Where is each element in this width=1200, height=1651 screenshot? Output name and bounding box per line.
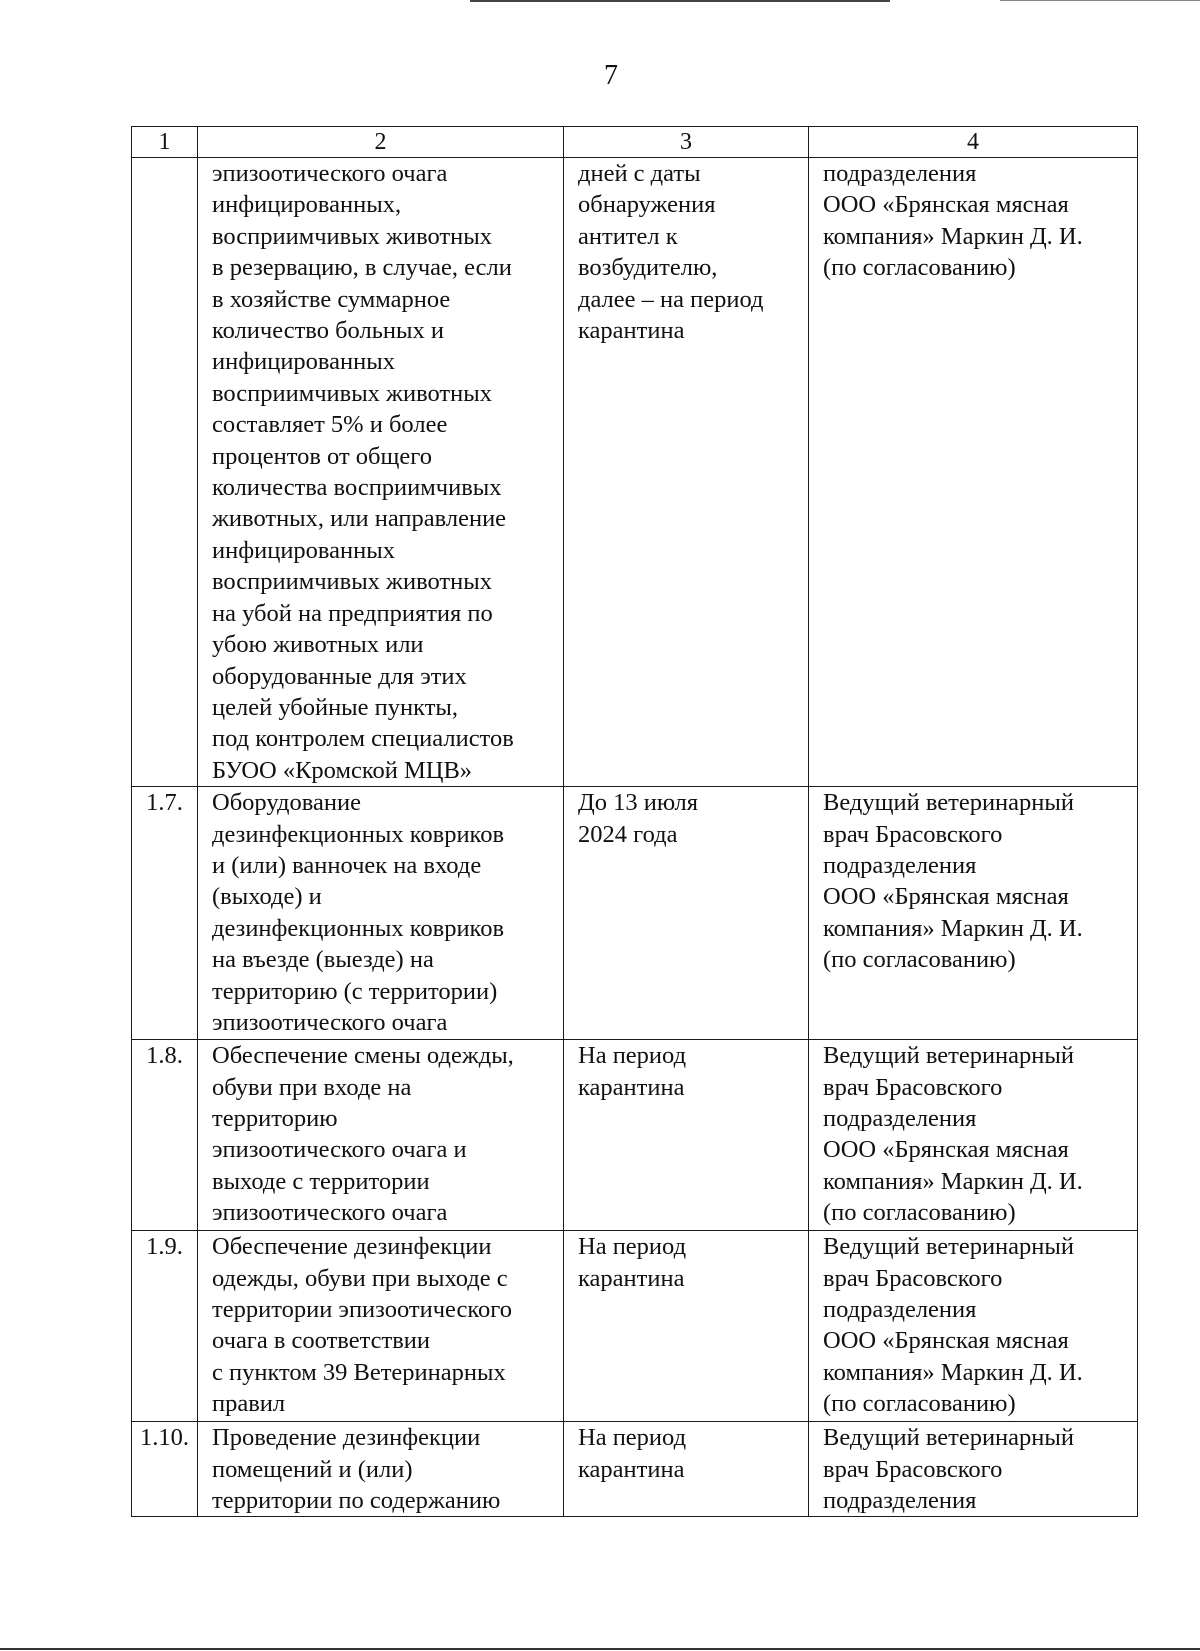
table-row	[132, 1422, 1138, 1517]
measure-cell: Обеспечение смены одежды, обуви при входе на территорию эпизоотического очага и выходе с территории эпизоотического очага	[198, 1040, 564, 1231]
page-number: 7	[604, 60, 618, 91]
row-number: 1.10.	[132, 1422, 198, 1517]
column-header-2: 2	[198, 127, 564, 158]
deadline-cell: На период карантина	[564, 1040, 809, 1231]
table-row	[132, 787, 1138, 1040]
responsible-cell: Ведущий ветеринарный врач Брасовского подразделения ООО «Брянская мясная компания» Маркин Д. И. (по согласованию)	[809, 1231, 1138, 1422]
measure-cell: Оборудование дезинфекционных ковриков и (или) ванночек на входе (выходе) и дезинфекционных ковриков на въезде (выезде) на территорию (с территории) эпизоотического очага	[198, 787, 564, 1040]
table-row	[132, 1040, 1138, 1231]
responsible-cell: подразделения ООО «Брянская мясная компания» Маркин Д. И. (по согласованию)	[809, 158, 1138, 787]
row-number	[132, 158, 198, 787]
row-number: 1.9.	[132, 1231, 198, 1422]
row-number: 1.8.	[132, 1040, 198, 1231]
measure-cell: Проведение дезинфекции помещений и (или) территории по содержанию	[198, 1422, 564, 1517]
measure-cell: эпизоотического очага инфицированных, восприимчивых животных в резервацию, в случае, если в хозяйстве суммарное количество больных и инфицированных восприимчивых животных составляет 5% и более процентов от общего количества восприимчивых животных, или направление инфицированных восприимчивых животных на убой на предприятия по убою животных или оборудованные для этих целей убойные пункты, под контролем специалистов БУОО «Кромской МЦВ»	[198, 158, 564, 787]
row-number: 1.7.	[132, 787, 198, 1040]
table-header-row	[132, 127, 1138, 158]
responsible-cell: Ведущий ветеринарный врач Брасовского подразделения ООО «Брянская мясная компания» Маркин Д. И. (по согласованию)	[809, 787, 1138, 1040]
deadline-cell: На период карантина	[564, 1422, 809, 1517]
column-header-1: 1	[132, 127, 198, 158]
measure-cell: Обеспечение дезинфекции одежды, обуви при выходе с территории эпизоотического очага в соответствии с пунктом 39 Ветеринарных правил	[198, 1231, 564, 1422]
responsible-cell: Ведущий ветеринарный врач Брасовского подразделения ООО «Брянская мясная компания» Маркин Д. И. (по согласованию)	[809, 1040, 1138, 1231]
deadline-cell: До 13 июля 2024 года	[564, 787, 809, 1040]
table-row	[132, 1231, 1138, 1422]
deadline-cell: дней с даты обнаружения антител к возбудителю, далее – на период карантина	[564, 158, 809, 787]
measures-table	[131, 126, 1138, 1517]
column-header-4: 4	[809, 127, 1138, 158]
responsible-cell: Ведущий ветеринарный врач Брасовского подразделения	[809, 1422, 1138, 1517]
column-header-3: 3	[564, 127, 809, 158]
deadline-cell: На период карантина	[564, 1231, 809, 1422]
scan-bottom-edge	[0, 1648, 1200, 1650]
scan-edge-line	[470, 0, 890, 2]
scan-edge-line-right	[1000, 0, 1200, 1]
table-row	[132, 158, 1138, 787]
